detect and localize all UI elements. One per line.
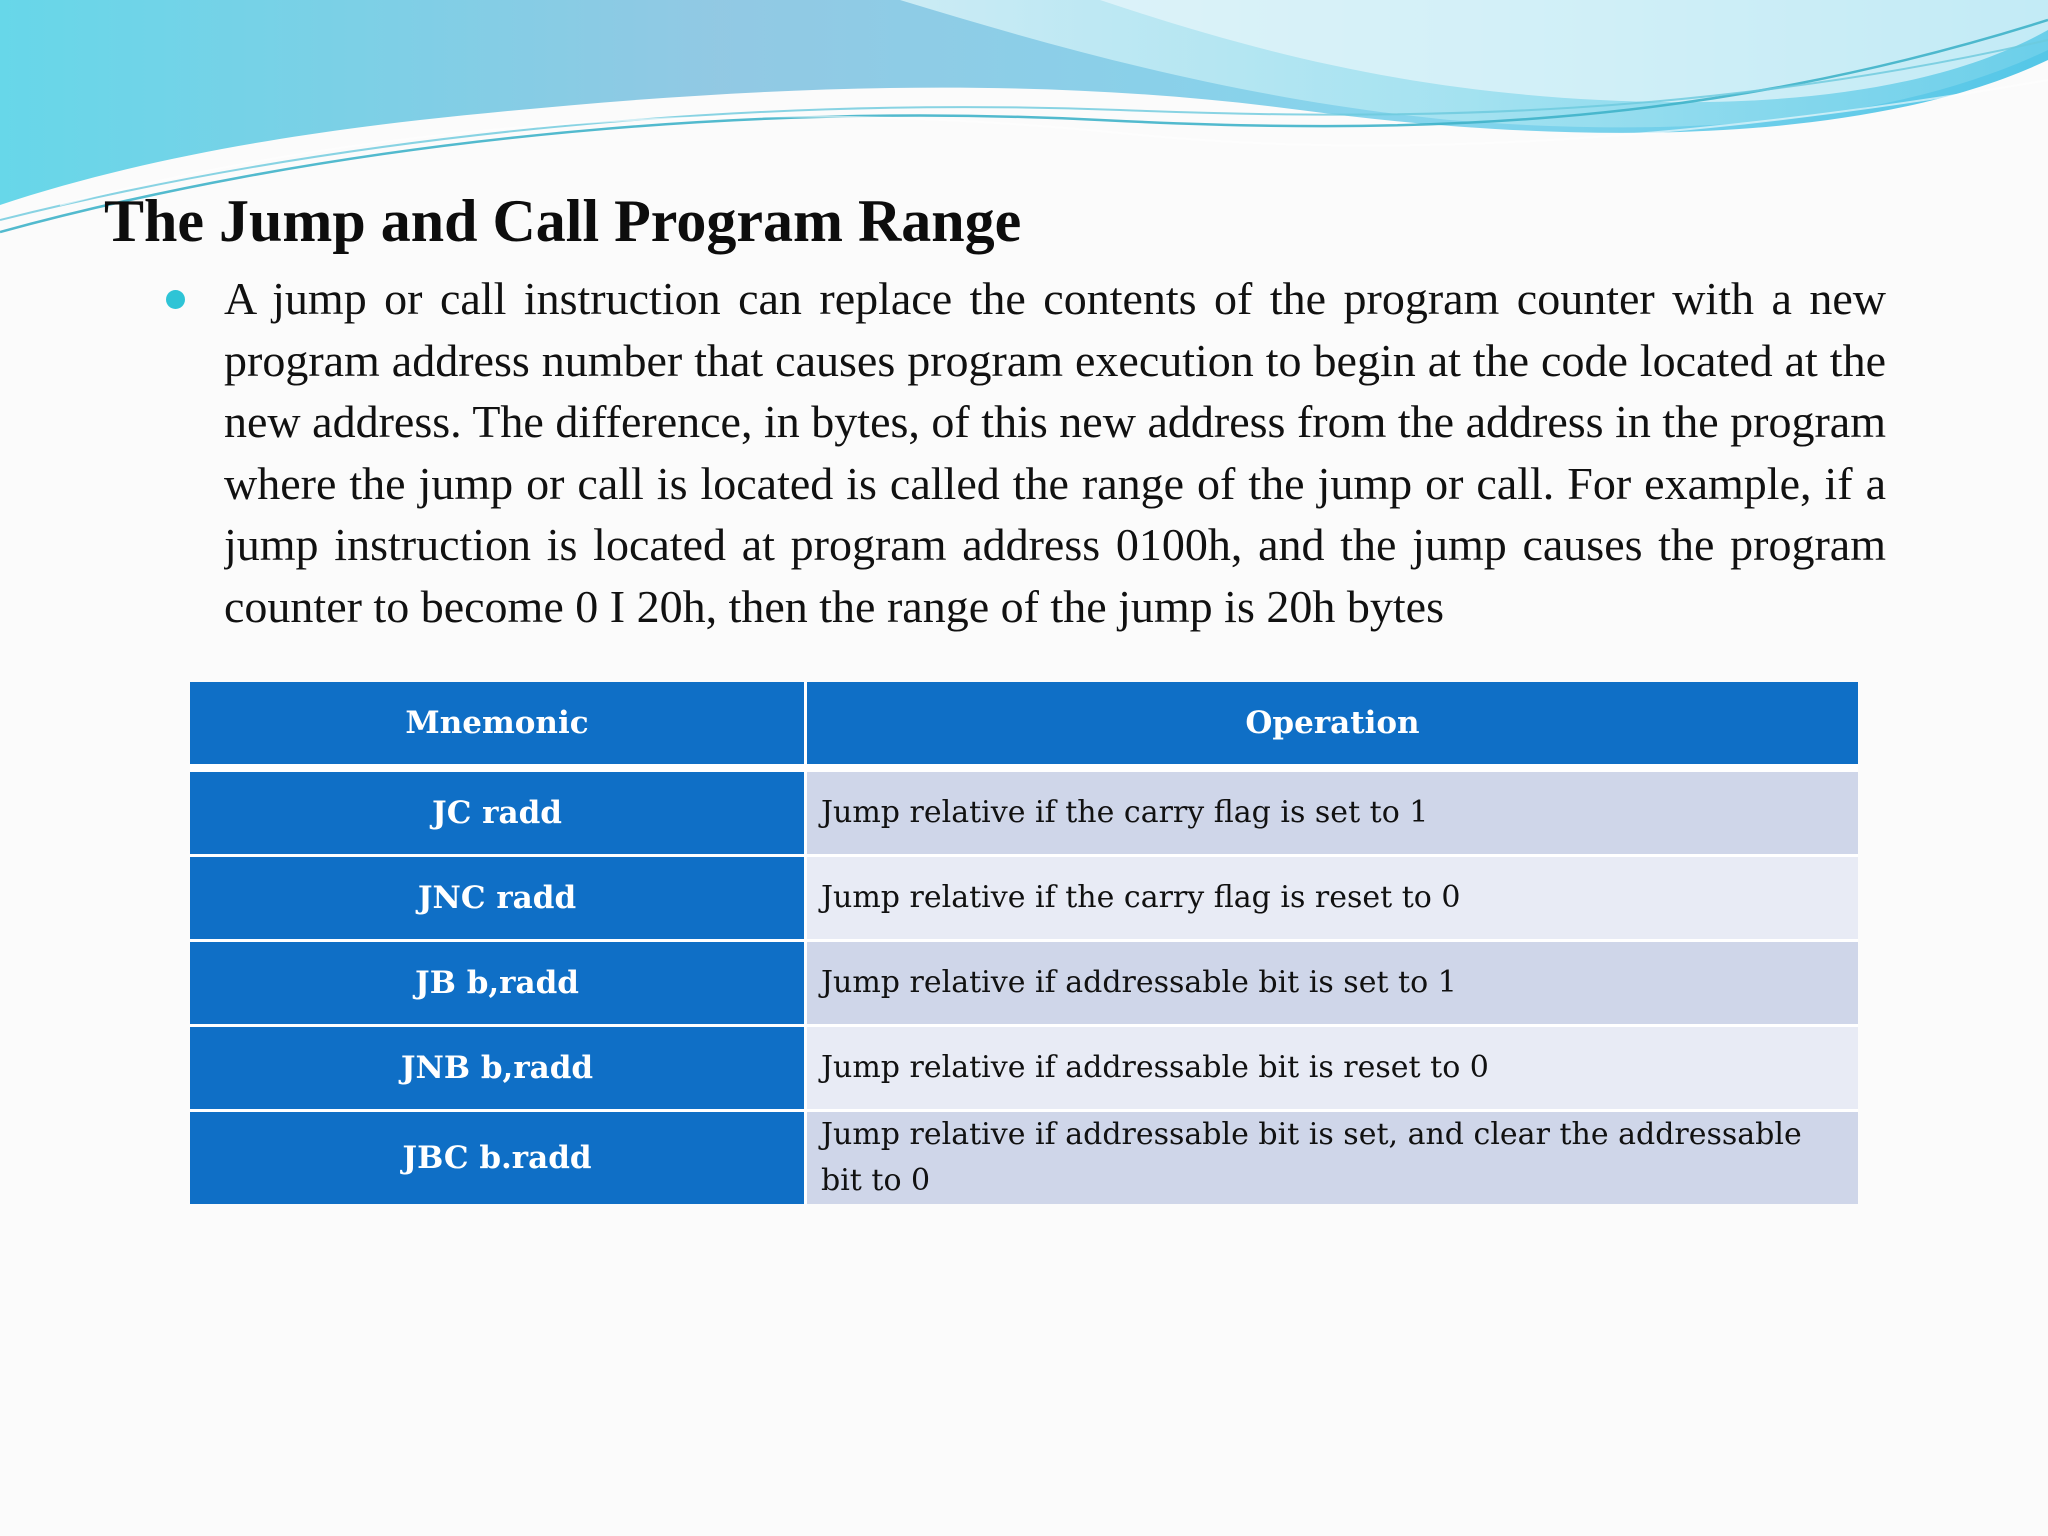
- mnemonic-cell: JNC radd: [190, 857, 807, 942]
- table-row: [190, 1027, 1858, 1112]
- operation-cell: Jump relative if the carry flag is set to 1: [807, 772, 1858, 857]
- bullet-paragraph: A jump or call instruction can replace the contents of the program counter with a new program address number that causes program execution to begin at the code located at the new address. The difference, in bytes, of this new address from the address in the program where the jump or call is located is called the range of the jump or call. For example, if a jump instruction is located at program address 0100h, and the jump causes the program counter to become 0 I 20h, then the range of the jump is 20h bytes: [224, 273, 1886, 632]
- mnemonic-table: [190, 682, 1858, 1204]
- operation-cell: Jump relative if addressable bit is reset to 0: [807, 1027, 1858, 1112]
- mnemonic-cell: JNB b,radd: [190, 1027, 807, 1112]
- table-row: [190, 857, 1858, 942]
- mnemonic-cell: JBC b.radd: [190, 1112, 807, 1204]
- mnemonic-cell: JB b,radd: [190, 942, 807, 1027]
- table-row: [190, 772, 1858, 857]
- table-row: [190, 942, 1858, 1027]
- operation-cell: Jump relative if the carry flag is reset to 0: [807, 857, 1858, 942]
- mnemonic-cell: JC radd: [190, 772, 807, 857]
- operation-cell: Jump relative if addressable bit is set, and clear the addressable bit to 0: [807, 1112, 1858, 1204]
- header-mnemonic: Mnemonic: [190, 682, 807, 772]
- table-row: [190, 1112, 1858, 1204]
- bullet-icon: [166, 290, 185, 309]
- operation-cell: Jump relative if addressable bit is set to 1: [807, 942, 1858, 1027]
- header-operation: Operation: [807, 682, 1858, 772]
- table-header-row: [190, 682, 1858, 772]
- slide-title: The Jump and Call Program Range: [104, 188, 1022, 254]
